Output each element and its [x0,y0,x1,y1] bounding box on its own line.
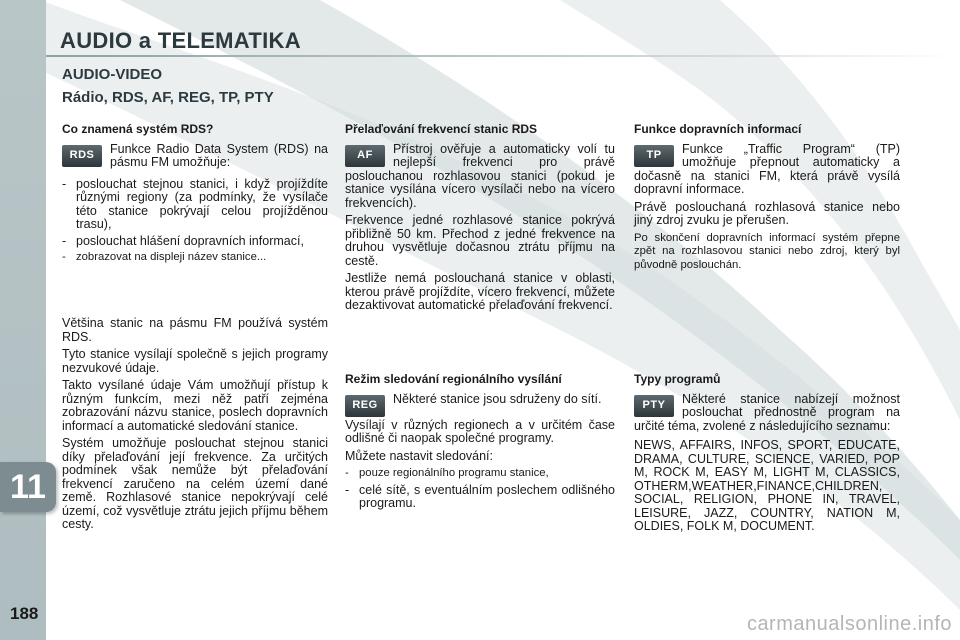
af-icon: AF [345,145,385,167]
watermark: carmanualsonline.info [746,613,952,635]
page-title: AUDIO a TELEMATIKA [60,28,301,53]
reg-icon: REG [345,395,385,417]
reg-paragraph: Můžete nastavit sledování: [345,448,493,463]
reg-paragraph: Některé stanice jsou sdruženy do sítí. [393,391,602,406]
af-paragraph: Frekvence jedné rozhlasové stanice pokrývá přibližně 50 km. Přechod z jedné frekvence na druhou vysvětluje dočasnou ztrátu příjmu na cestě. [345,213,615,268]
page-number: 188 [10,604,39,623]
rds-paragraph: Systém umožňuje poslouchat stejnou stanici díky přelaďování její frekvence. Za určitých podmínek však nemůže být přelaďování frekvencí zaručeno na celém území dané země. Rozhlasové stanice nepokrývají celé území, což vysvětluje ztrátu jejich příjmu během cesty. [62,436,328,531]
tp-paragraph: Funkce „Traffic Program“ (TP) umožňuje přepnout automaticky a dočasně na stanici FM, která právě vysílá dopravní informace. [634,141,900,196]
tp-paragraph: Po skončení dopravních informací systém přepne zpět na rozhlasovou stanici nebo zdroj, který byl původně poslouchán. [634,231,900,271]
rds-icon: RDS [62,145,102,167]
rds-intro: Funkce Radio Data System (RDS) na pásmu FM umožňuje: [110,141,328,169]
section-title: AUDIO-VIDEO [62,66,163,83]
pty-program-list: NEWS, AFFAIRS, INFOS, SPORT, EDUCATE, DRAMA, CULTURE, SCIENCE, VARIED, POP M, ROCK M, EASY M, LIGHT M, CLASSICS, OTHERM,WEATHER,FINANCE,CHILDREN, SOCIAL, RELIGION, PHONE IN, TRAVEL, LEISURE, JAZZ, COUNTRY, NATION M, OLDIES, FOLK M, DOCUMENT. [634,438,900,533]
rds-heading: Co znamená systém RDS? [62,122,214,136]
list-item: - poslouchat stejnou stanici, i když projíždíte různými regiony (za podmínky, že vysílače této stanice pokrývají celou projížděnou trasu), [62,176,328,231]
list-item: - pouze regionálního programu stanice, [345,467,549,479]
pty-column [634,373,900,538]
chapter-side-bar [0,0,46,640]
subsection-title: Rádio, RDS, AF, REG, TP, PTY [62,89,274,106]
pty-heading: Typy programů [634,372,721,386]
rds-paragraph: Takto vysílané údaje Vám umožňují přístup k různým funkcím, mezi něž patří zejména zobrazování názvu stanice, poslech dopravních informací a automatické sledování stanice. [62,378,328,433]
tp-heading: Funkce dopravních informací [634,122,802,136]
tp-icon: TP [634,145,674,167]
reg-heading: Režim sledování regionálního vysílání [345,372,562,386]
pty-intro: Některé stanice nabízejí možnost poslouchat přednostně program na určité téma, zvolené z následujícího seznamu: [634,391,900,433]
reg-paragraph: Vysílají v různých regionech a v určitém čase odlišné či naopak společné programy. [345,417,615,445]
af-paragraph: Jestliže nemá poslouchaná stanice v oblasti, kterou právě projíždíte, vícero frekvencí, můžete dezaktivovat automatické přelaďování frekvencí. [345,271,615,312]
reg-column [345,373,615,514]
tp-paragraph: Právě poslouchaná rozhlasová stanice nebo jiný zdroj zvuku je přerušen. [634,199,900,227]
pty-icon: PTY [634,395,674,417]
list-item: - poslouchat hlášení dopravních informací, [62,233,304,248]
rds-paragraph: Většina stanic na pásmu FM používá systém RDS. [62,316,328,344]
rds-paragraph: Tyto stanice vysílají společně s jejich programy nezvukové údaje. [62,347,328,375]
list-item: - zobrazovat na displeji název stanice... [62,251,267,263]
chapter-tab: 11 [0,462,56,512]
tp-column [634,123,900,276]
rds-column [62,123,328,268]
title-underline [46,55,960,57]
af-column [345,123,615,317]
list-item: - celé sítě, s eventuálním poslechem odlišného programu. [345,482,615,510]
rds-body [62,317,328,536]
af-heading: Přelaďování frekvencí stanic RDS [345,122,538,136]
af-paragraph: Přístroj ověřuje a automaticky volí tu nejlepší frekvenci pro právě poslouchanou rozhlasovou stanici (pokud je stanice vysílána vícero vysílači nebo na vícero frekvencích). [345,141,615,210]
